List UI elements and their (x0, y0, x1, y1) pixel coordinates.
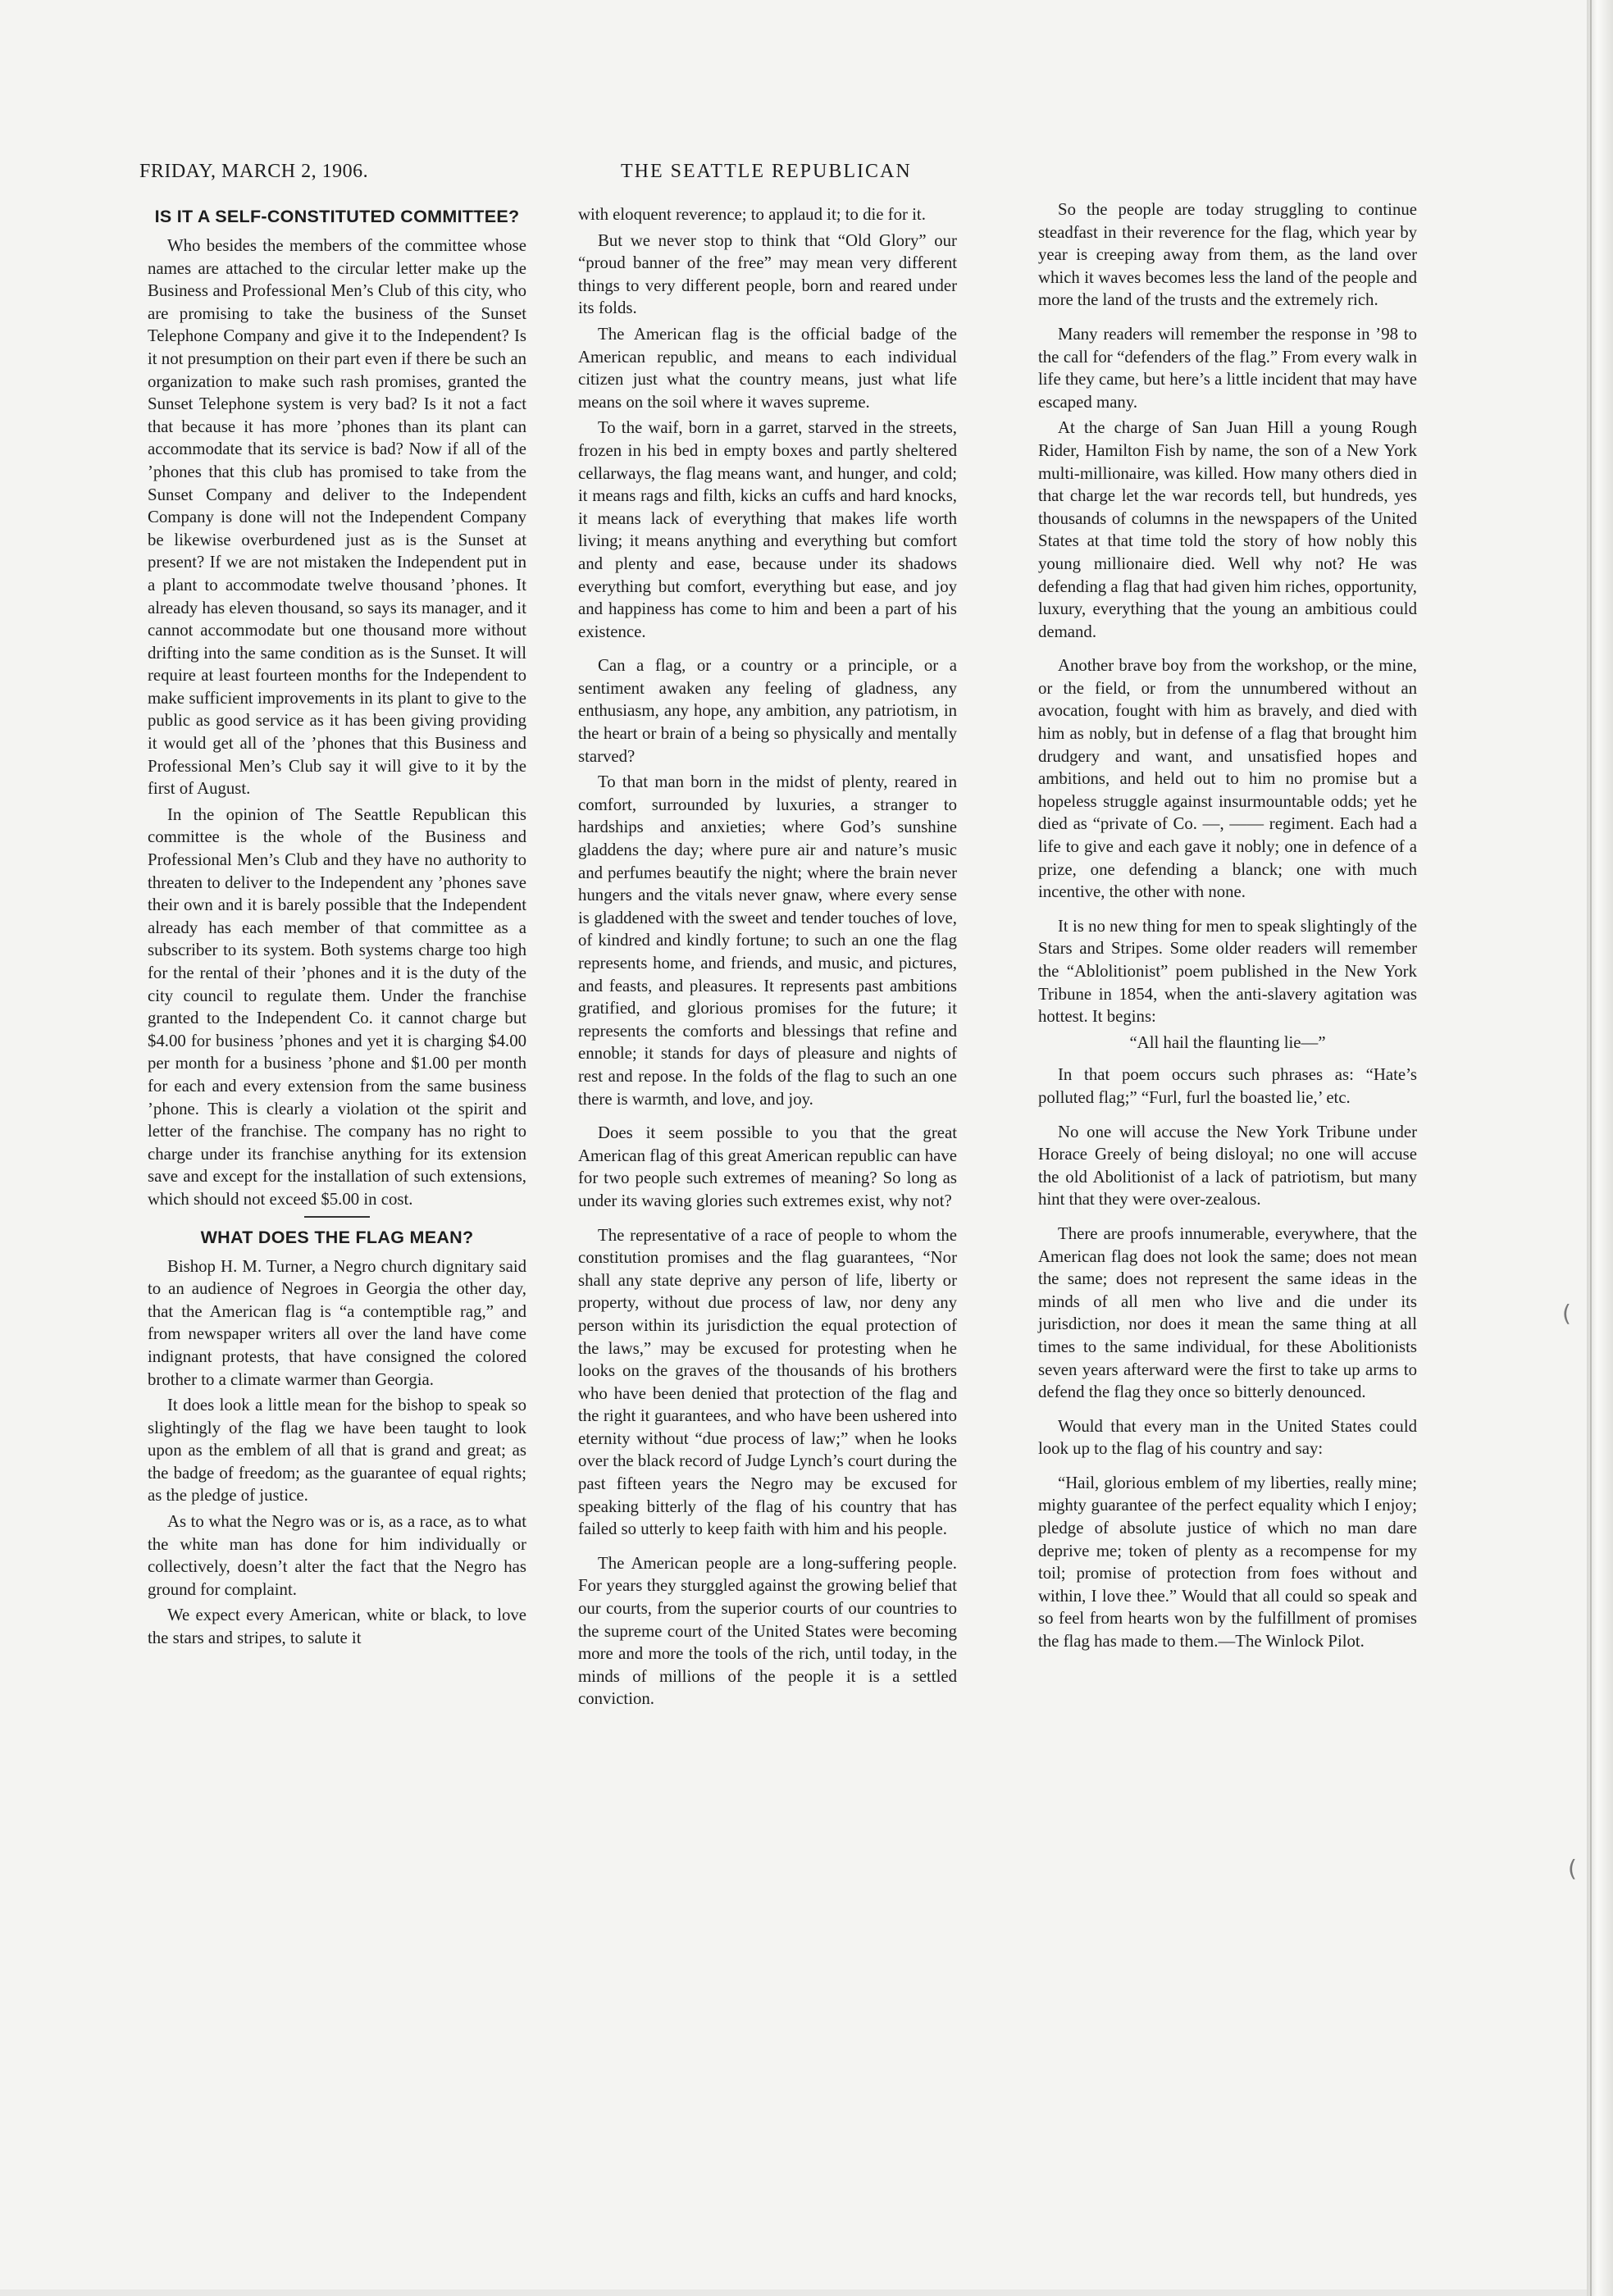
article-2-paragraph: No one will accuse the New York Tribune under Horace Greely of being disloyal; no one will accuse the old Abolitionist of a lack of patriotism, but many hint that they were over-zealous. (1038, 1122, 1417, 1210)
article-2-paragraph: “Hail, glorious emblem of my liberties, really mine; mighty guarantee of the perfect equality which I enjoy; pledge of absolute justice of which no man dare deprive me; token of plenty as a recompense for my toil; promise of protection from foes without and within, I love thee.” Would that all could so speak and so feel from hearts won by the fulfillment of promises the flag has made to them.—The Winlock Pilot. (1038, 1473, 1417, 1651)
margin-mark: ( (1562, 1300, 1571, 1327)
article-1-paragraph: Who besides the members of the committee whose names are attached to the circular letter make up the Business and Professional Men’s Club of this city, who are promising to take the business of the Sunset Telephone Company and give it to the Independent? Is it not presumption on their part even if there be such an organization to make such rash promises, granted the Sunset Telephone system is very bad? Is it not a fact that because it has more ’phones than its plant can accommodate that its service is bad? Now if all of the ’phones that this club has promised to take from the Sunset Company and deliver to the Independent Company is done will not the Independent Company be likewise overburdened just as is the Sunset at present? If we are not mistaken the Independent put in a plant to accommodate twelve thousand ’phones. It already has eleven thousand, so says its manager, and it cannot accommodate but one thousand more without drifting into the same condition as is the Sunset. It will require at least fourteen months for the Independent to make sufficient improvements in its plant to give to the public as good service as it has been giving providing it would get all of the ’phones that this Business and Professional Men’s Club say it will give to it by the first of August. (148, 236, 526, 799)
article-1-paragraph: In the opinion of The Seattle Republican this committee is the whole of the Business and Professional Men’s Club and they have no authority to threaten to deliver to the Independent any ’phones save their own and it is barely possible that the Independent already has each member of that committee as a subscriber to its system. Both systems charge too high for the rental of their ’phones and it is the duty of the city council to regulate them. Under the franchise granted to the Independent Co. it cannot charge but $4.00 for business ’phones and yet it is charging $4.00 per month for a business ’phone and $1.00 per month for each and every extension from the same business ’phone. This is clearly a violation ot the spirit and letter of the franchise. The company has no right to charge under its franchise anything for its extension save and except for the installation of such extensions, which should not exceed $5.00 in cost. (148, 804, 526, 1209)
article-2-paragraph: As to what the Negro was or is, as a race, as to what the white man has done for him individually or collectively, doesn’t alter the fact that the Negro has ground for complaint. (148, 1512, 526, 1599)
article-2-paragraph: The American people are a long-suffering people. For years they sturggled against the growing belief that our courts, from the superior courts of our countries to the supreme court of the United States were becoming more and more the tools of the rich, until today, in the minds of millions of the people it is a settled conviction. (578, 1553, 957, 1709)
article-1-title: IS IT A SELF-CONSTITUTED COMMITTEE? (154, 207, 520, 226)
article-2-paragraph: So the people are today struggling to continue steadfast in their reverence for the flag, which year by year is creeping away from them, as the land over which it waves becomes less the land of the people and more the land of the trusts and the extremely rich. (1038, 200, 1417, 310)
article-2-paragraph: To that man born in the midst of plenty, reared in comfort, surrounded by luxuries, a stranger to hardships and anxieties; where God’s sunshine gladdens the day; where pure air and nature’s music and perfumes beautify the night; where the brain never hungers and the vitals never gnaw, where every sense is gladdened with the sweet and tender touches of love, of kindred and kindly fortune; to such an one the flag represents home, and friends, and music, and pictures, and feasts, and pleasures. It represents past ambitions gratified, and glorious promises for the future; it represents the comforts and blessings that refine and ennoble; it stands for days of pleasure and nights of rest and repose. In the folds of the flag to such an one there is warmth, and love, and joy. (578, 772, 957, 1109)
article-2-paragraph: The representative of a race of people to whom the constitution promises and the flag guarantees, “Nor shall any state deprive any person of life, liberty or property, without due process of law, nor deny any person within its jurisdiction the equal protection of the laws,” may be excused for protesting when he looks on the graves of the thousands of his brothers who have been denied that protection of the flag and the right it guarantees, and who have been ushered into eternity without “due process of law;” when he looks over the black record of Judge Lynch’s court during the past fifteen years the Negro may be excused for speaking bitterly of the flag of his country that has failed so utterly to keep faith with him and his people. (578, 1225, 957, 1539)
article-2-paragraph: But we never stop to think that “Old Glory” our “proud banner of the free” may mean very different things to very different people, born and reared under its folds. (578, 230, 957, 318)
article-2-paragraph: Would that every man in the United States could look up to the flag of his country and say: (1038, 1416, 1417, 1459)
article-2-paragraph: It does look a little mean for the bishop to speak so slightingly of the flag we have been taught to look upon as the emblem of all that is grand and great; as the badge of freedom; as the guarantee of equal rights; as the pledge of justice. (148, 1396, 526, 1506)
article-2-paragraph: There are proofs innumerable, everywhere, that the American flag does not look the same; does not mean the same; does not represent the same ideas in the minds of all men who live and die under its jurisdiction, nor does it mean the same thing at all times to the same individual, for these Abolitionists seven years afterward were the first to take up arms to defend the flag they once so bitterly denounced. (1038, 1223, 1417, 1402)
column-2 (578, 203, 957, 1714)
article-2-paragraph: Bishop H. M. Turner, a Negro church dignitary said to an audience of Negroes in Georgia the other day, that the American flag is “a contemptible rag,” and from newspaper writers all over the land have come indignant protests, that have consigned the colored brother to a climate warmer than Georgia. (148, 1256, 526, 1389)
issue-date: FRIDAY, MARCH 2, 1906. (139, 161, 369, 182)
article-2-title: WHAT DOES THE FLAG MEAN? (200, 1227, 474, 1247)
article-2-paragraph: We expect every American, white or black, to love the stars and stripes, to salute it (148, 1606, 526, 1648)
page-edge (1587, 0, 1613, 2296)
article-2-paragraph: At the charge of San Juan Hill a young Rough Rider, Hamilton Fish by name, the son of a New York multi-millionaire, was killed. How many others died in that charge let the war records tell, but hundreds, yes thousands of columns in the newspapers of the United States at that time told the story of how nobly this young millionaire died. Well why not? He was defending a flag that had given him riches, opportunity, luxury, everything that the young an ambitious could demand. (1038, 418, 1417, 641)
article-2-paragraph: In that poem occurs such phrases as: “Hate’s polluted flag;” “Furl, furl the boasted lie,’ etc. (1038, 1065, 1417, 1107)
article-2-paragraph: Another brave boy from the workshop, or the mine, or the field, or from the unnumbered without an avocation, fought with him as bravely, and died with him as nobly, but in defense of a flag that brought him drudgery and want, and unsatisfied hopes and ambitions, and held out to him no promise but a hopeless struggle against insurmountable odds; yet he died as “private of Co. —, —— regiment. Each had a life to give and each gave it nobly; one in defence of a prize, one defending a blanck; one with much incentive, the other with none. (1038, 656, 1417, 902)
margin-mark: ( (1568, 1855, 1577, 1882)
article-2-paragraph: The American flag is the official badge of the American republic, and means to each individual citizen just what the country means, just what life means on the soil where it waves supreme. (578, 324, 957, 412)
article-2-paragraph: Can a flag, or a country or a principle, or a sentiment awaken any feeling of gladness, any enthusiasm, any hope, any ambition, any patriotism, in the heart or brain of a being so physically and mentally starved? (578, 656, 957, 766)
article-2-paragraph: It is no new thing for men to speak slightingly of the Stars and Stripes. Some older readers will remember the “Ablolitionist” poem published in the New York Tribune in 1854, when the anti-slavery agitation was hottest. It begins: (1038, 916, 1417, 1027)
article-2-paragraph: with eloquent reverence; to applaud it; to die for it. (578, 205, 926, 224)
column-3 (1038, 198, 1417, 1656)
section-divider (304, 1216, 370, 1218)
article-2-paragraph: To the waif, born in a garret, starved in the streets, frozen in his bed in empty boxes and partly sheltered cellarways, the flag means want, and hunger, and cold; it means rags and filth, kicks an cuffs and hard knocks, it means lack of everything that makes life worth living; it means anything and everything but comfort and plenty and ease, because under its shadows everything but comfort, everything but ease, and joy and happiness has come to him and been a part of his existence. (578, 418, 957, 641)
article-2-paragraph: Does it seem possible to you that the great American flag of this great American republic can have for two people such extremes of meaning? So long as under its waving glories such extremes exist, why not? (578, 1123, 957, 1210)
masthead: THE SEATTLE REPUBLICAN (621, 161, 912, 182)
poem-quote: “All hail the flaunting lie—” (1129, 1032, 1326, 1052)
article-2-paragraph: Many readers will remember the response in ’98 to the call for “defenders of the flag.” From every walk in life they came, but here’s a little incident that may have escaped many. (1038, 324, 1417, 412)
column-1 (148, 205, 526, 1653)
